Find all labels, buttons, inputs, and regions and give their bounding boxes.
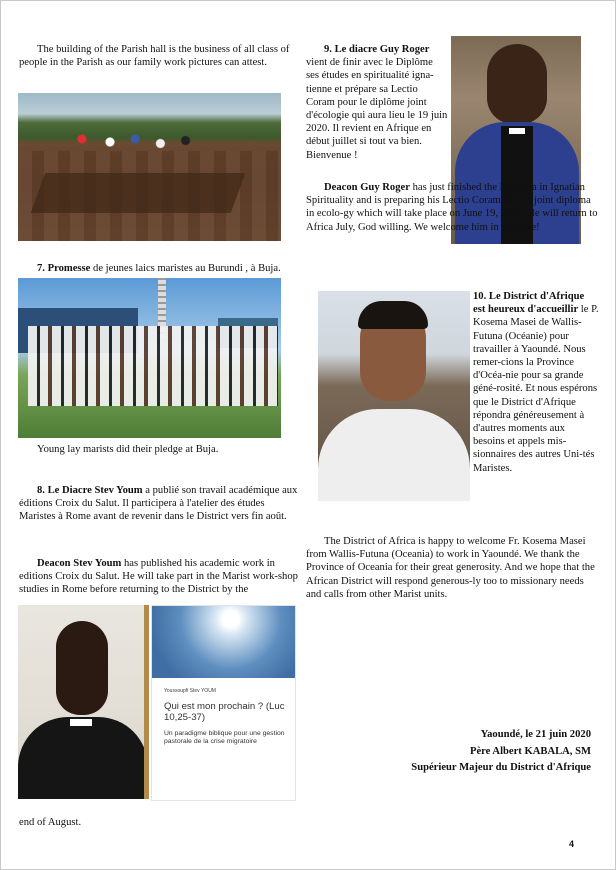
kosema-masei-photo — [318, 291, 470, 501]
end-of-august-text: end of August. — [19, 817, 82, 828]
signature-name: Père Albert KABALA, SM — [469, 745, 591, 757]
item9-rest: vient de finir avec le Diplôme ses études en spiritualité igna-tienne et prépare sa Lectio Coram pour le diplôme joint d'écologie qui aura lieu le 19 juin 2020. Il revient en Afrique en début juillet si tout va bien. Bienvenue ! — [306, 57, 448, 161]
item7-rest: de jeunes laics maristes au Burundi , à Buja. — [90, 263, 281, 274]
end-of-august-line — [19, 816, 219, 829]
item8-number: 8. Le Diacre Stev Youm — [37, 485, 143, 496]
item8-en-rest: has published his academic work in editions Croix du Salut. He will take part in the Marist work-shop studies in Rome before returning to the District by the — [19, 558, 298, 596]
buja-lay-marists-photo — [18, 278, 281, 438]
item10-english-paragraph — [306, 535, 598, 601]
book-title: Qui est mon prochain ? (Luc 10,25-37) — [164, 701, 285, 723]
item7-bold: Promesse — [47, 263, 91, 274]
book-subtitle: Un paradigme biblique pour une gestion pastorale de la crise migratoire — [164, 730, 285, 746]
item9-en-rest: has just finished the Diploma in Ignatian Spirituality and is preparing his Lectio Coram for the joint diploma in ecolo-gy which will take place on June 19, 2020. He will return to Africa July, God willing. We welcome him in advance! — [306, 182, 598, 233]
signature-role: Supérieur Majeur du District d'Afrique — [411, 762, 591, 774]
buja-caption-text: Young lay marists did their pledge at Buja. — [37, 444, 219, 455]
item10-en-text: The District of Africa is happy to welcome Fr. Kosema Masei from Wallis-Futuna (Oceania) to work in Yaoundé. We thank the Province of Oceania for their great generosity. And we hope that the African District will respond generous-ly too to missionary needs and calls from other Marist units. — [306, 536, 595, 600]
parish-hall-text: The building of the Parish hall is the business of all class of people in the Parish as our family work pictures can attest. — [19, 44, 290, 69]
item8-rest: a publié son travail académique aux éditions Croix du Salut. Il participera à l'atelier des études Maristes à Rome avant de revenir dans le District vers fin août. — [19, 485, 298, 523]
page-number: 4 — [569, 839, 575, 849]
item8-french-paragraph — [19, 484, 303, 524]
item8-english-paragraph — [19, 557, 303, 597]
stev-youm-photo — [18, 605, 149, 799]
item9-english-paragraph — [306, 181, 598, 234]
book-cover — [151, 605, 296, 801]
parish-hall-paragraph — [19, 43, 303, 69]
parish-hall-construction-photo — [18, 93, 281, 241]
item9-en-bold: Deacon Guy Roger — [324, 182, 410, 193]
signature-block — [341, 727, 591, 777]
item9-french-paragraph — [306, 43, 448, 162]
item10-french-paragraph — [473, 290, 599, 475]
book-author: Youssoupfi Stev YOUM — [164, 688, 216, 694]
item10-bold: 10. Le District d'Afrique est heureux d'accueillir — [473, 291, 585, 316]
item7-heading — [19, 262, 303, 275]
buja-caption — [37, 443, 297, 456]
item7-number: 7. — [37, 263, 45, 274]
signature-place-date: Yaoundé, le 21 juin 2020 — [480, 729, 591, 740]
item9-bold: 9. Le diacre Guy Roger — [324, 44, 430, 55]
book-cover-sky-image — [152, 606, 295, 678]
item8-en-bold: Deacon Stev Youm — [37, 558, 122, 569]
item10-rest: le P. Kosema Masei de Wallis-Futuna (Océanie) pour travailler à Yaoundé. Nous remer-cions la Province d'Océa-nie pour sa grande géné-rosité. Et nous espérons que le District d'Afrique répondra généreusement à d'autres moments aux besoins et appels mis-sionnaires des autres Uni-tés Maristes. — [473, 304, 599, 474]
